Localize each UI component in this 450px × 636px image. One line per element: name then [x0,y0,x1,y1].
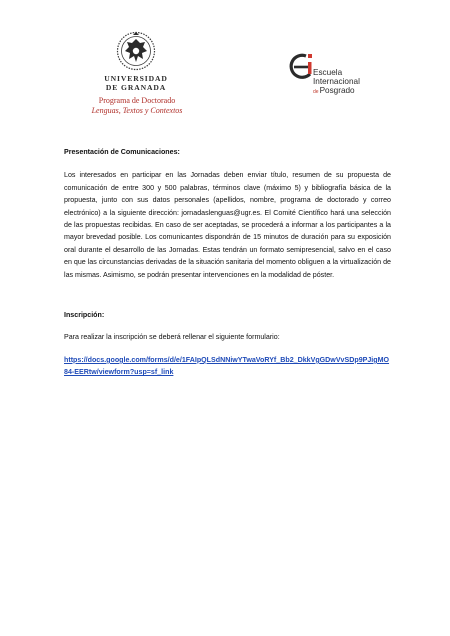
university-name [98,74,174,92]
school-name-prefix: de [313,89,319,95]
registration-paragraph: Para realizar la inscripción se deberá rellenar el siguiente formulario: [64,333,280,342]
university-name-line2: DE GRANADA [105,83,167,92]
school-name-line3-text: Posgrado [319,86,355,95]
document-body [64,146,391,379]
registration-form-link[interactable]: https://docs.google.com/forms/d/e/1FAIpQLSdNNiwYTwaVoRYf_Bb2_DkkVgGDwVvSDp9PJigMO84-EERtw/viewform?usp=sf_link [64,355,390,377]
university-seal-icon [116,30,156,72]
registration-heading: Inscripción: [64,311,105,320]
school-name-line3 [313,86,393,97]
presentation-heading: Presentación de Comunicaciones: [64,148,180,156]
presentation-paragraph: Los interesados en participar en las Jornadas deben enviar título, resumen de su propuesta de comunicación de entre 300 y 500 palabras, términos clave (máximo 5) y bibliografía básica de la propuesta, junto con sus datos personales (apellidos, nombre, programa de doctorado y correo electrónico) a la siguiente dirección: jornadaslenguas@ugr.es. El Comité Científico hará una selección de las propuestas recibidas. En caso de ser aceptadas, se procederá a informar a los participantes a la mayor brevedad posible. Los comunicantes dispondrán de 15 minutos de duración para su exposición oral durante el desarrollo de las Jornadas. Estas tendrán un formato semipresencial, salvo en el caso en que las circunstancias derivadas de la situación sanitaria del momento obliguen a la virtualización de las mismas. Asimismo, se podrán presentar intervenciones en la modalidad de póster. [64,171,391,279]
program-block [72,96,202,116]
section-spacer [64,281,391,309]
program-title: Programa de Doctorado [98,96,176,105]
school-name-line1: Escuela [313,68,343,77]
university-name-line1: UNIVERSIDAD [104,74,168,83]
school-name-line2: Internacional [313,77,360,86]
university-logo [98,30,174,92]
school-logo-icon [286,52,316,82]
school-name [313,68,393,97]
program-subtitle: Lenguas, Textos y Contextos [91,106,183,115]
